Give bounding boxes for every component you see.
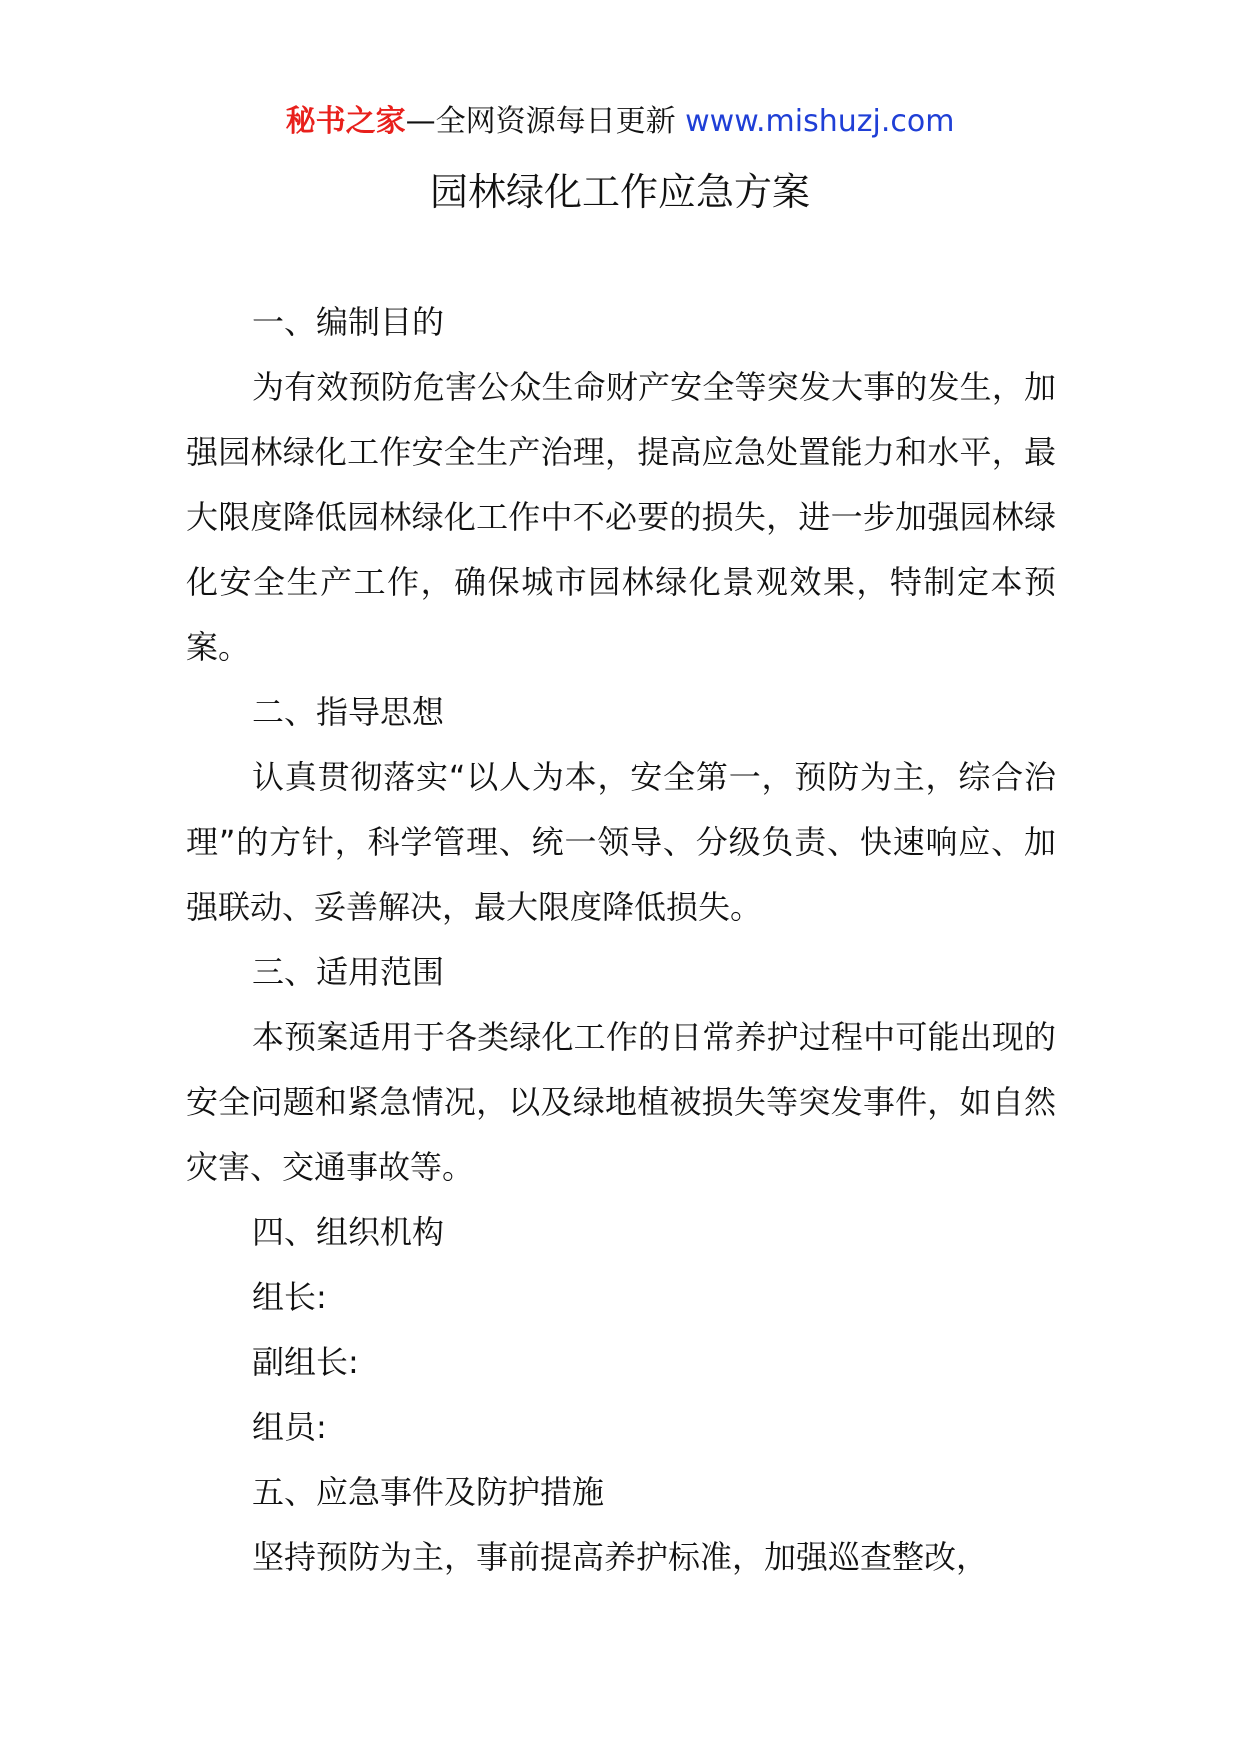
org-leader-line: 组长:	[252, 1278, 327, 1316]
site-url-link[interactable]: www.mishuzj.com	[685, 104, 955, 139]
section-heading-purpose: 一、编制目的	[252, 303, 445, 341]
section-heading-guiding-thought: 二、指导思想	[252, 693, 445, 731]
document-title: 园林绿化工作应急方案	[429, 170, 810, 214]
section-heading-scope: 三、适用范围	[252, 953, 445, 991]
paragraph-scope: 本预案适用于各类绿化工作的日常养护过程中可能出现的安全问题和紧急情况，以及绿地植被损失等突发事件，如自然灾害、交通事故等。	[186, 1018, 1056, 1186]
document-body	[186, 290, 1056, 1590]
section-heading-organization: 四、组织机构	[252, 1213, 445, 1251]
paragraph-purpose: 为有效预防危害公众生命财产安全等突发大事的发生，加强园林绿化工作安全生产治理，提高应急处置能力和水平，最大限度降低园林绿化工作中不必要的损失，进一步加强园林绿化安全生产工作，确保城市园林绿化景观效果，特制定本预案。	[186, 368, 1056, 666]
org-deputy-leader-line: 副组长:	[252, 1343, 359, 1381]
brand-name: 秘书之家	[285, 104, 406, 139]
section-heading-emergency-measures: 五、应急事件及防护措施	[252, 1473, 605, 1511]
org-members-line: 组员:	[252, 1408, 327, 1446]
header-tagline: —全网资源每日更新	[405, 104, 676, 139]
paragraph-guiding-thought: 认真贯彻落实“以人为本，安全第一，预防为主，综合治理”的方针，科学管理、统一领导、分级负责、快速响应、加强联动、妥善解决，最大限度降低损失。	[186, 758, 1056, 926]
site-header	[0, 100, 1240, 144]
paragraph-emergency-measures: 坚持预防为主，事前提高养护标准，加强巡查整改，	[252, 1538, 989, 1576]
